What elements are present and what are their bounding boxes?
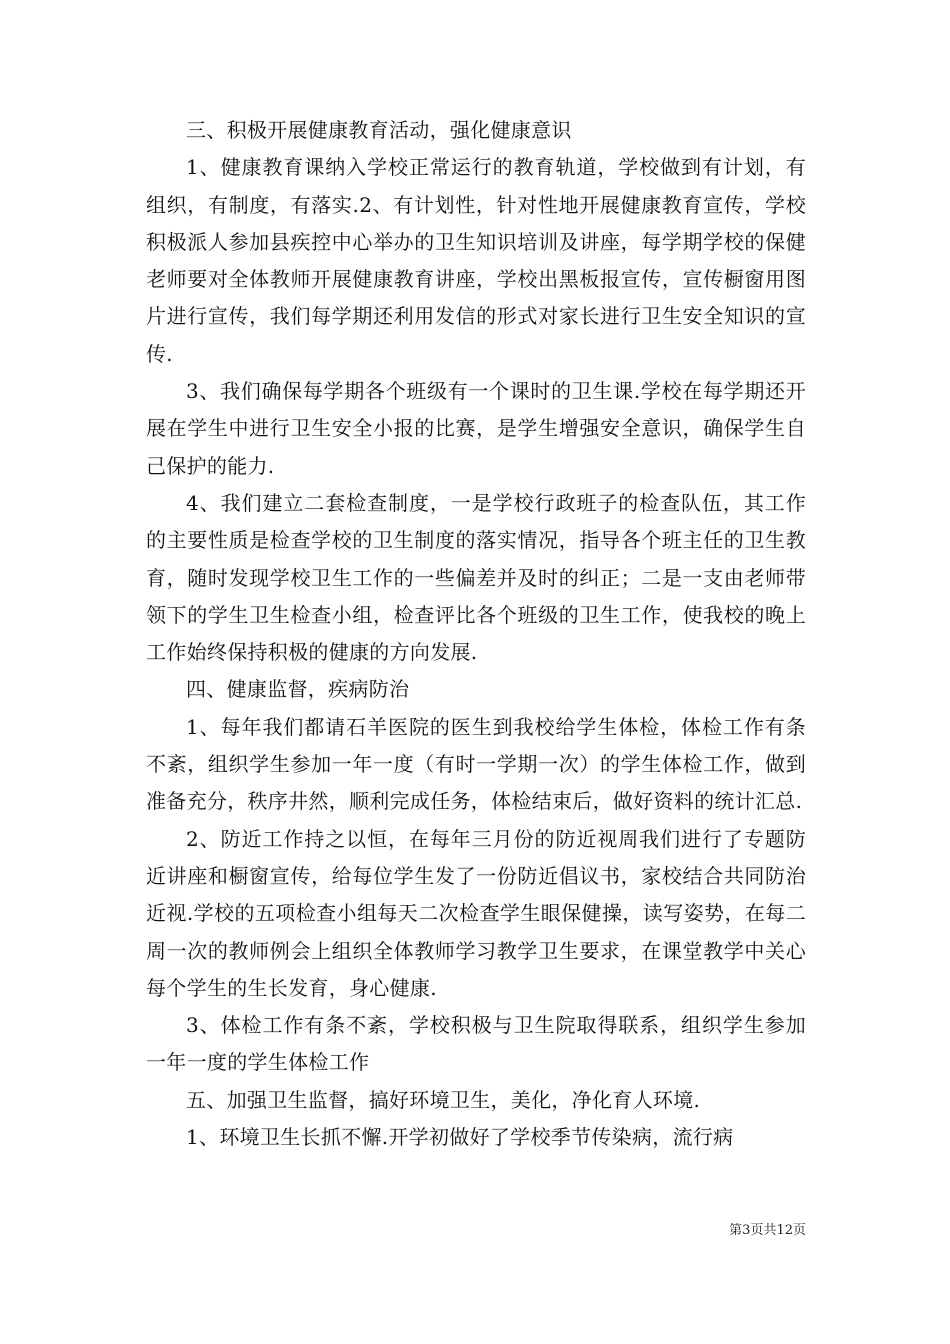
paragraph: 1、环境卫生长抓不懈.开学初做好了学校季节传染病，流行病 <box>186 1125 734 1150</box>
paragraph: 3、我们确保每学期各个班级有一个课时的卫生课.学校在每学期还开展在学生中进行卫生安全小报的比赛，是学生增强安全意识，确保学生自己保护的能力. <box>146 379 806 478</box>
paragraph: 4、我们建立二套检查制度，一是学校行政班子的检查队伍，其工作的主要性质是检查学校的卫生制度的落实情况，指导各个班主任的卫生教育，随时发现学校卫生工作的一些偏差并及时的纠正；二是一支由老师带领下的学生卫生检查小组，检查评比各个班级的卫生工作，使我校的晚上工作始终保持积极的健康的方向发展. <box>146 490 806 665</box>
paragraph: 2、防近工作持之以恒，在每年三月份的防近视周我们进行了专题防近讲座和橱窗宣传，给每位学生发了一份防近倡议书，家校结合共同防治近视.学校的五项检查小组每天二次检查学生眼保健操，读写姿势，在每二周一次的教师例会上组织全体教师学习教学卫生要求，在课堂教学中关心每个学生的生长发育，身心健康. <box>146 826 806 1000</box>
section-heading-3: 三、积极开展健康教育活动，强化健康意识 <box>186 118 572 142</box>
paragraph: 3、体检工作有条不紊，学校积极与卫生院取得联系，组织学生参加一年一度的学生体检工作 <box>146 1013 806 1075</box>
document-body <box>146 112 806 1156</box>
section-heading-5: 五、加强卫生监督，搞好环境卫生，美化，净化育人环境. <box>186 1087 701 1112</box>
page-number-footer: 第3页共12页 <box>729 1223 806 1238</box>
paragraph: 1、每年我们都请石羊医院的医生到我校给学生体检，体检工作有条不紊，组织学生参加一年一度（有时一学期一次）的学生体检工作，做到准备充分，秩序井然，顺利完成任务，体检结束后，做好资料的统计汇总. <box>146 714 806 814</box>
paragraph: 1、健康教育课纳入学校正常运行的教育轨道，学校做到有计划，有组织，有制度，有落实.2、有计划性，针对性地开展健康教育宣传，学校积极派人参加县疾控中心举办的卫生知识培训及讲座，每学期学校的保健老师要对全体教师开展健康教育讲座，学校出黑板报宣传，宣传橱窗用图片进行宣传，我们每学期还利用发信的形式对家长进行卫生安全知识的宣传. <box>146 155 806 366</box>
section-heading-4: 四、健康监督，疾病防治 <box>186 677 410 702</box>
